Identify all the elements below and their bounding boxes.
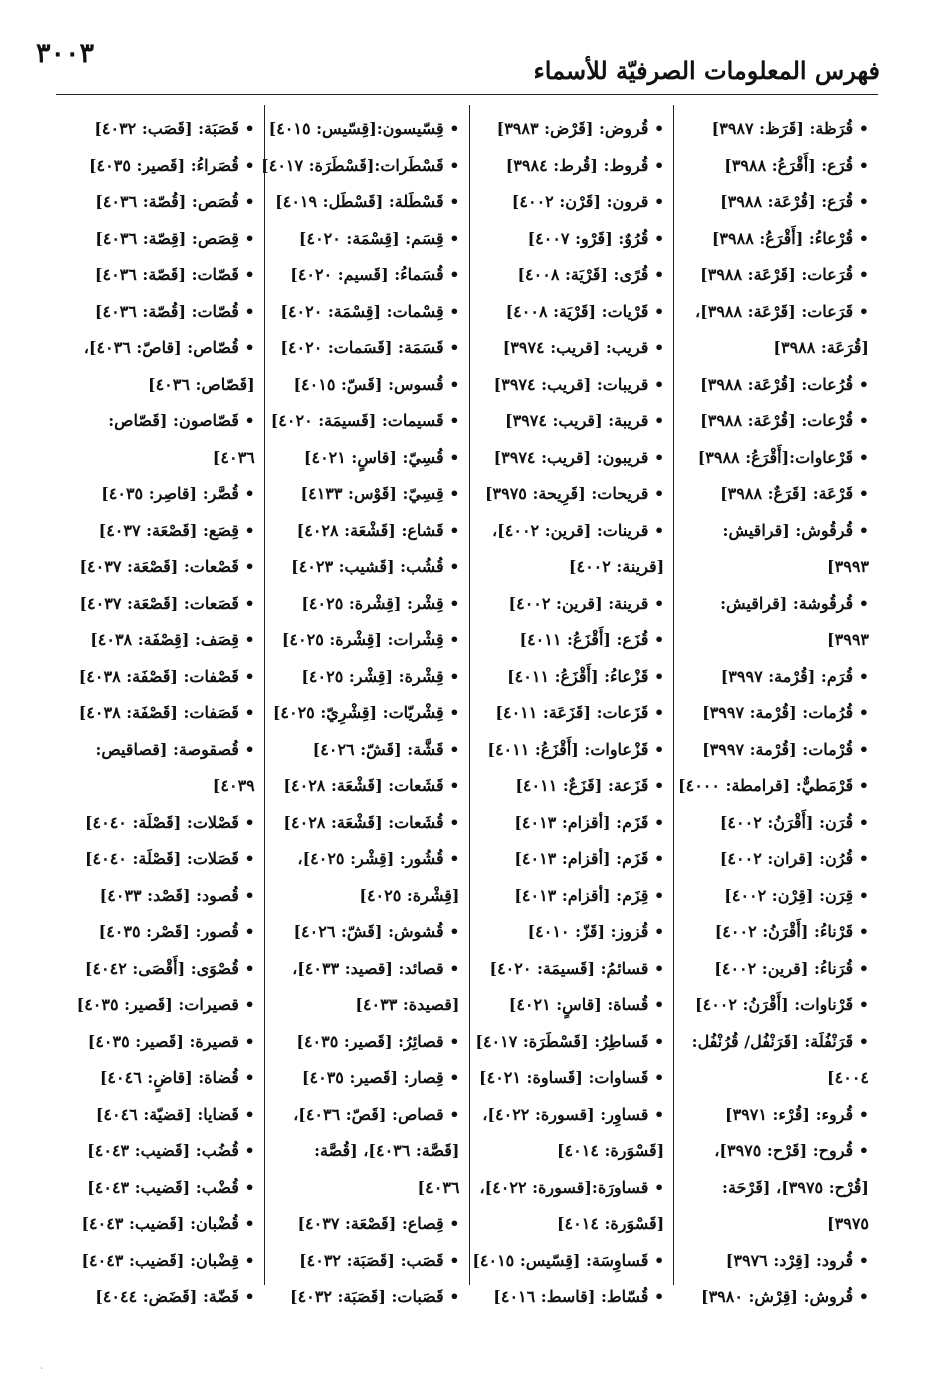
index-entry-line: • قُروش: [قِرْش: ٣٩٨٠] (700, 1287, 869, 1306)
running-title: فهرس المعلومات الصرفيّة للأسماء (533, 56, 880, 85)
index-entry-line: [قِشْرة: ٤٠٢٥] (359, 885, 460, 905)
index-entry-line: ٤٠٠٤] (827, 1068, 869, 1087)
index-entry-line: • قُضْبان: [قَضيب: ٤٠٤٣] (81, 1214, 255, 1233)
index-entry-line: • قُصّاص: [قاصّ: ٤٠٣٦]، (83, 338, 255, 357)
index-entry-line: • قَصَلات: [قَصْلَة: ٤٠٤٠] (84, 849, 255, 868)
index-columns (60, 105, 878, 1306)
index-entry-line: • قُشُور: [قِشْر: ٤٠٢٥]، (297, 849, 460, 868)
index-entry-line: ٤٠٣٦] (212, 447, 255, 467)
index-entry-line: • قِشْر: [قِشْرة: ٤٠٢٥] (301, 593, 460, 613)
index-entry-line: [قَسْوَرة: ٤٠١٤] (556, 1214, 665, 1233)
index-entry-line: • قُصَص: [قُصّة: ٤٠٣٦] (95, 192, 255, 211)
index-entry-line: • قَسيمات: [قَسيمَة: ٤٠٢٠] (270, 411, 460, 430)
index-entry-line: • قُرًى: [قَرْيَة: ٤٠٠٨] (517, 265, 665, 284)
index-entry-line: • قُزوز: [قَزّ: ٤٠١٠] (527, 922, 665, 941)
index-entry-line: • قُصقوصة: [قصاقيص: (95, 739, 255, 759)
index-entry-line: • قِصَص: [قِصّة: ٤٠٣٦] (95, 228, 255, 248)
index-entry-line: • قُرقُوش: [قراقيش: (722, 520, 869, 540)
index-column-1 (673, 105, 878, 1306)
index-entry-line: • قَزَم: [أقزام: ٤٠١٣] (514, 812, 665, 832)
index-entry-line: • قرينة: [قرين: ٤٠٠٢] (508, 593, 665, 613)
index-entry-line: • قَسْطَرات:[قَسْطَرَة: ٤٠١٧] (261, 155, 460, 175)
index-entry-line: • قُساة: [قاسٍ: ٤٠٢١] (508, 995, 665, 1014)
index-entry-line: • قُسّاط: [قاسط: ٤٠١٦] (493, 1287, 665, 1306)
index-entry-line: • قَرْعَة: [قَرَعٌ: ٣٩٨٨] (720, 484, 869, 503)
index-entry-line: • قُصْوَى: [أَقْصَى: ٤٠٤٢] (84, 958, 255, 978)
index-entry-line: • قُرْعاءُ: [أَقْرَعُ: ٣٩٨٨] (711, 228, 869, 248)
index-entry-line: • قُرود: [قِرْد: ٣٩٧٦] (725, 1250, 869, 1270)
index-entry-line: ٤٠٣٦] (417, 1177, 460, 1197)
margin-mark: ` (40, 1367, 44, 1376)
index-entry-line: • قصيرات: [قَصير: ٤٠٣٥] (76, 995, 255, 1014)
index-entry-line: • قَصَبات: [قَصَبَة: ٤٠٣٢] (290, 1287, 460, 1306)
index-entry-line: • قُسَماءُ: [قَسيم: ٤٠٢٠] (290, 265, 460, 284)
index-entry-line: • قَرْيات: [قَرْيَة: ٤٠٠٨] (505, 301, 665, 321)
index-entry-line: • قَشَعات: [قَشْعَة: ٤٠٢٨] (283, 776, 460, 795)
index-entry-line: • قَصْعات: [قَصْعَة: ٤٠٣٧] (79, 557, 255, 576)
index-entry-line: [قَصّاص: ٤٠٣٦] (148, 374, 255, 394)
page-header (36, 38, 880, 88)
index-entry-line: • قُشوش: [قَشّ: ٤٠٢٦] (293, 922, 460, 941)
index-entry-line: • قسائمُ: [قَسيمَة: ٤٠٢٠] (489, 958, 665, 978)
index-entry-line: • قَزْعاوات: [أَقْزَعُ: ٤٠١١] (487, 739, 665, 759)
index-entry-line: • قُرَع: [أَقْرَعُ: ٣٩٨٨] (724, 155, 869, 175)
index-entry-line: • قُروط: [قُرط: ٣٩٨٤] (505, 155, 665, 175)
index-entry-line: • قُرُن: [قران: ٤٠٠٢] (719, 849, 869, 868)
index-entry-line: • قُرْعات: [قُرْعَة: ٣٩٨٨] (700, 411, 869, 430)
index-entry-line: • قُصود: [قَصْد: ٤٠٣٣] (99, 885, 255, 905)
index-entry-line: • قِسّيسون:[قِسّيس: ٤٠١٥] (268, 119, 460, 138)
index-entry-line: [قَسْوَرة: ٤٠١٤] (556, 1141, 665, 1160)
index-entry-line: • قَزَم: [أقزام: ٤٠١٣] (514, 849, 665, 868)
index-entry-line: • قُرَع: [قُرْعَة: ٣٩٨٨] (720, 192, 869, 211)
index-entry-line: • قَرْناوات: [أَقْرَنُ: ٤٠٠٢] (695, 995, 869, 1014)
index-entry-line: ٣٩٩٣] (827, 557, 869, 576)
index-entry-line: • قُرقُوشة: [قراقيش: (720, 593, 869, 613)
index-entry-line: • قريبون: [قريب: ٣٩٧٤] (493, 447, 665, 467)
index-entry-line: • قُرَناءُ: [قرين: ٤٠٠٢] (714, 958, 869, 978)
index-entry-line: • قِصار: [قَصير: ٤٠٣٥] (301, 1068, 460, 1087)
index-entry-line: • قرون: [قَرْن: ٤٠٠٢] (511, 192, 665, 211)
index-entry-line: • قُرُعات: [قُرْعَة: ٣٩٨٨] (700, 374, 869, 394)
index-column-3 (261, 105, 469, 1306)
header-rule (56, 94, 878, 95)
index-entry-line: • قِشْرات: [قِشْرة: ٤٠٢٥] (281, 630, 460, 649)
index-entry-line: • قُشَعات: [قَشْعَة: ٤٠٢٨] (283, 812, 460, 832)
index-entry-line: • قَضايا: [قضيّة: ٤٠٤٦] (95, 1104, 255, 1124)
index-entry-line: • قَزَعات: [قَزَعَة: ٤٠١١] (495, 703, 665, 722)
index-entry-line: • قَشاع: [قَشْعَة: ٤٠٢٨] (296, 520, 460, 540)
index-entry-line: • قرينات: [قرين: ٤٠٠٢]، (492, 520, 665, 540)
index-entry-line: • قِسِيّ: [قَوْس: ٤١٣٣] (300, 484, 460, 503)
index-entry-line: ٣٩٧٥] (827, 1214, 869, 1233)
index-entry-line: • قِشْرة: [قِشْر: ٤٠٢٥] (301, 666, 460, 686)
index-entry-line: • قُضاة: [قاضٍ: ٤٠٤٦] (99, 1068, 255, 1087)
index-entry-line: • قَرْمَطيٌّ: [قرامطة: ٤٠٠٠] (678, 776, 869, 795)
index-column-4 (60, 105, 264, 1306)
index-entry-line: • قصاص: [قَصّ: ٤٠٣٦]، (293, 1104, 460, 1124)
index-entry-line: • قريبة: [قريب: ٣٩٧٤] (505, 411, 665, 430)
index-entry-line: • قِصَع: [قَصْعَة: ٤٠٣٧] (98, 520, 255, 540)
index-entry-line: • قَصَبَة: [قَصَب: ٤٠٣٢] (94, 119, 255, 138)
index-entry-line: • قُصَّر: [قاصِر: ٤٠٣٥] (101, 484, 255, 503)
index-entry-line: • قُصّات: [قُصّة: ٤٠٣٦] (94, 301, 255, 321)
index-entry-line: • قصائد: [قصيد: ٤٠٣٣]، (292, 958, 460, 978)
index-entry-line: • قَسَمَة: [قَسَمات: ٤٠٢٠] (280, 338, 460, 357)
index-entry-line: • قَصَب: [قَصَبَة: ٤٠٣٢] (299, 1250, 460, 1270)
index-entry-line: • قِسْمات: [قِسْمَة: ٤٠٢٠] (280, 301, 460, 321)
index-entry-line: • قَصَعات: [قَصْعَة: ٤٠٣٧] (79, 593, 255, 613)
index-entry-line: • قُسوس: [قَسّ: ٤٠١٥] (293, 374, 460, 394)
index-entry-line: • قساورَة:[قسورة: ٤٠٢٢]، (479, 1177, 665, 1197)
index-entry-line: • قُرَظة: [قَرَظ: ٣٩٨٧] (711, 119, 869, 138)
index-entry-line: • قِسَم: [قِسْمَة: ٤٠٢٠] (298, 228, 460, 248)
index-entry-line: • قِصاع: [قَصْعَة: ٤٠٣٧] (297, 1214, 460, 1233)
index-entry-line: • قُرَعات: [قَرْعَة: ٣٩٨٨] (700, 265, 869, 284)
index-entry-line: • قُرْمات: [قُرْمة: ٣٩٩٧] (702, 739, 869, 759)
index-entry-line: • قَرَنْفُلَة: [قَرَنْفُل/ قُرُنْفُل: (691, 1031, 869, 1051)
index-entry-line: • قَصْلات: [قَصْلَة: ٤٠٤٠] (84, 812, 255, 832)
index-entry-line: • قَصّاصون: [قَصّاص: (108, 411, 255, 430)
index-entry-line: • قَرْناءُ: [أَقْرَنُ: ٤٠٠٢] (714, 922, 869, 941)
index-entry-line: • قَصْفات: [قَصْفَة: ٤٠٣٨] (78, 666, 255, 686)
index-entry-line: • قِشْريّات: [قِشْرِيّ: ٤٠٢٥] (272, 703, 460, 722)
index-entry-line: • قُصور: [قَصْر: ٤٠٣٥] (98, 922, 255, 941)
index-entry-line: • قَرْعاوات:[أَقْرَعُ: ٣٩٨٨] (697, 447, 869, 467)
index-entry-line: • قِزَم: [أقزام: ٤٠١٣] (514, 885, 665, 905)
index-entry-line: [قصيدة: ٤٠٣٣] (355, 995, 460, 1014)
index-entry-line: • قَصّات: [قَصّة: ٤٠٣٦] (94, 265, 255, 284)
index-entry-line: • قُرَم: [قُرْمة: ٣٩٩٧] (720, 666, 869, 686)
index-entry-line: • قِرَن: [قِرْن: ٤٠٠٢] (724, 885, 869, 905)
index-entry-line: • قُروح: [قَرْح: ٣٩٧٥]، (714, 1141, 869, 1160)
index-entry-line: • قَرَعات: [قَرْعَة: ٣٩٨٨]، (695, 301, 869, 321)
index-entry-line: • قُرُمات: [قُرْمة: ٣٩٩٧] (702, 703, 869, 722)
index-entry-line: • قَضّة: [قَضَض: ٤٠٤٤] (95, 1287, 255, 1306)
index-entry-line: • قُروض: [قَرْض: ٣٩٨٣] (496, 119, 665, 138)
index-entry-line: • قِصَف: [قِصْفَة: ٤٠٣٨] (90, 630, 255, 649)
index-entry-line: [قُرْح: ٣٩٧٥]، [قَرْحَة: (722, 1177, 869, 1197)
index-entry-line: • قُشُب: [قَشيب: ٤٠٢٣] (291, 557, 460, 576)
index-entry-line: • قِضْبان: [قَضيب: ٤٠٤٣] (81, 1250, 255, 1270)
index-entry-line: • قَزْعاءُ: [أَقْزَعُ: ٤٠١١] (507, 666, 665, 686)
index-entry-line: • قُسِيّ: [قاسٍ: ٤٠٢١] (303, 447, 460, 467)
index-entry-line: • قُزَع: [أَقْزَعُ: ٤٠١١] (519, 630, 665, 649)
index-entry-line: • قُضُب: [قَضيب: ٤٠٤٣] (87, 1141, 255, 1160)
index-entry-line: ٣٩٩٣] (827, 630, 869, 649)
index-entry-line: • قَساوات: [قَساوة: ٤٠٢١] (479, 1068, 665, 1087)
index-entry-line: • قَزَعة: [قَزَعٌ: ٤٠١١] (515, 776, 665, 795)
index-entry-line: • قُصَراءُ: [قَصير: ٤٠٣٥] (88, 155, 255, 175)
index-column-2 (469, 105, 674, 1306)
index-entry-line: • قصائِرُ: [قَصير: ٤٠٣٥] (296, 1031, 460, 1051)
index-entry-line: • قُضْب: [قَضيب: ٤٠٤٣] (87, 1177, 255, 1197)
page-number: ٣٠٠٣ (36, 38, 95, 69)
index-entry-line: • قريبات: [قريب: ٣٩٧٤] (493, 374, 665, 394)
index-entry-line: [قُرَعَة: ٣٩٨٨] (773, 338, 869, 357)
index-entry-line: • قَصَفات: [قَصْفَة: ٤٠٣٨] (78, 703, 255, 722)
index-entry-line: • قُروء: [قُرْء: ٣٩٧١] (725, 1104, 869, 1124)
index-entry-line: [قَصَّة: ٤٠٣٦]، [قُصَّة: (314, 1141, 460, 1160)
index-entry-line: • قَساطِرُ: [قَسْطَرَة: ٤٠١٧] (475, 1031, 665, 1051)
index-entry-line: • قصيرة: [قَصير: ٤٠٣٥] (87, 1031, 255, 1051)
index-entry-line: • قريحات: [قَرِيحة: ٣٩٧٥] (484, 484, 665, 503)
index-entry-line: • قَسْطَلة: [قَسْطَل: ٤٠١٩] (275, 192, 460, 211)
index-entry-line: ٤٠٣٩] (212, 776, 255, 795)
index-entry-line: • قَساوِسَة: [قِسّيس: ٤٠١٥] (472, 1250, 665, 1270)
index-entry-line: • قَشَّة: [قَشّ: ٤٠٢٦] (312, 739, 460, 759)
index-entry-line: [قرينة: ٤٠٠٢] (568, 557, 665, 576)
index-entry-line: • قُرُوٌ: [قَرْو: ٤٠٠٧] (527, 228, 665, 248)
index-entry-line: • قساوِر: [قسورة: ٤٠٢٢]، (482, 1104, 665, 1124)
index-entry-line: • قُرَن: [أَقْرَنُ: ٤٠٠٢] (719, 812, 869, 832)
index-entry-line: • قريب: [قريب: ٣٩٧٤] (502, 338, 665, 357)
